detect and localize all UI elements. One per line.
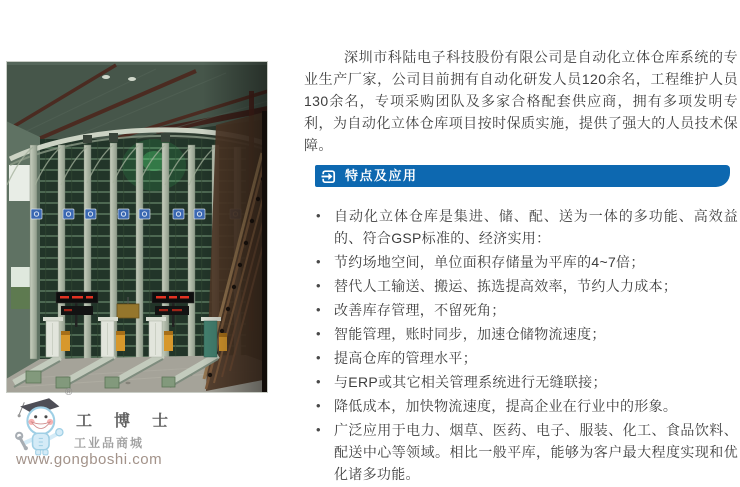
watermark-brand: 工 博 士 <box>76 413 178 430</box>
section-title: 特点及应用 <box>345 168 418 183</box>
bullet-marker: • <box>316 350 321 365</box>
bullet-marker: • <box>316 208 321 223</box>
bullet-marker: • <box>316 254 321 269</box>
warehouse-photo-illustration <box>6 61 268 393</box>
watermark-url: www.gongboshi.com <box>16 451 163 468</box>
list-item: • 自动化立体仓库是集进、储、配、送为一体的多功能、高效益的、符合GSP标准的、经济实用： <box>316 205 738 249</box>
company-intro-paragraph: 深圳市科陆电子科技股份有限公司是自动化立体仓库系统的专业生产厂家，公司目前拥有自动化研发人员120余名，工程维护人员130余名，专项采购团队及多家合格配套供应商，拥有多项发明专利，为自动化立体仓库项目按时保质实施，提供了强大的人员技术保障。 <box>304 49 738 153</box>
gongboshi-watermark <box>12 387 178 480</box>
bullet-marker: • <box>316 422 321 437</box>
list-item: • 改善库存管理，不留死角； <box>316 299 738 321</box>
list-item: • 与ERP或其它相关管理系统进行无缝联接； <box>316 371 738 393</box>
bullet-marker: • <box>316 326 321 341</box>
list-item: • 智能管理，账时同步，加速仓储物流速度； <box>316 323 738 345</box>
warehouse-photo <box>6 61 268 393</box>
bullet-marker: • <box>316 398 321 413</box>
list-item: • 节约场地空间，单位面积存储量为平库的4~7倍； <box>316 251 738 273</box>
list-item: • 替代人工输送、搬运、拣选提高效率，节约人力成本； <box>316 275 738 297</box>
list-item: • 提高仓库的管理水平； <box>316 347 738 369</box>
mascot-robot-icon <box>14 394 80 456</box>
bullet-marker: • <box>316 374 321 389</box>
list-item: • 降低成本，加快物流速度，提高企业在行业中的形象。 <box>316 395 738 417</box>
feature-list <box>316 205 738 487</box>
list-item: • 广泛应用于电力、烟草、医药、电子、服装、化工、食品饮料、配送中心等领域。相比一般平库，能够为客户最大程度实现和优化诸多功能。 <box>316 419 738 485</box>
registered-trademark-mark: ® <box>65 387 73 398</box>
enter-arrow-icon <box>321 169 336 184</box>
watermark-subtitle: 工业品商城 <box>74 436 145 450</box>
bullet-marker: • <box>316 302 321 317</box>
section-header-features <box>315 165 730 187</box>
bullet-marker: • <box>316 278 321 293</box>
